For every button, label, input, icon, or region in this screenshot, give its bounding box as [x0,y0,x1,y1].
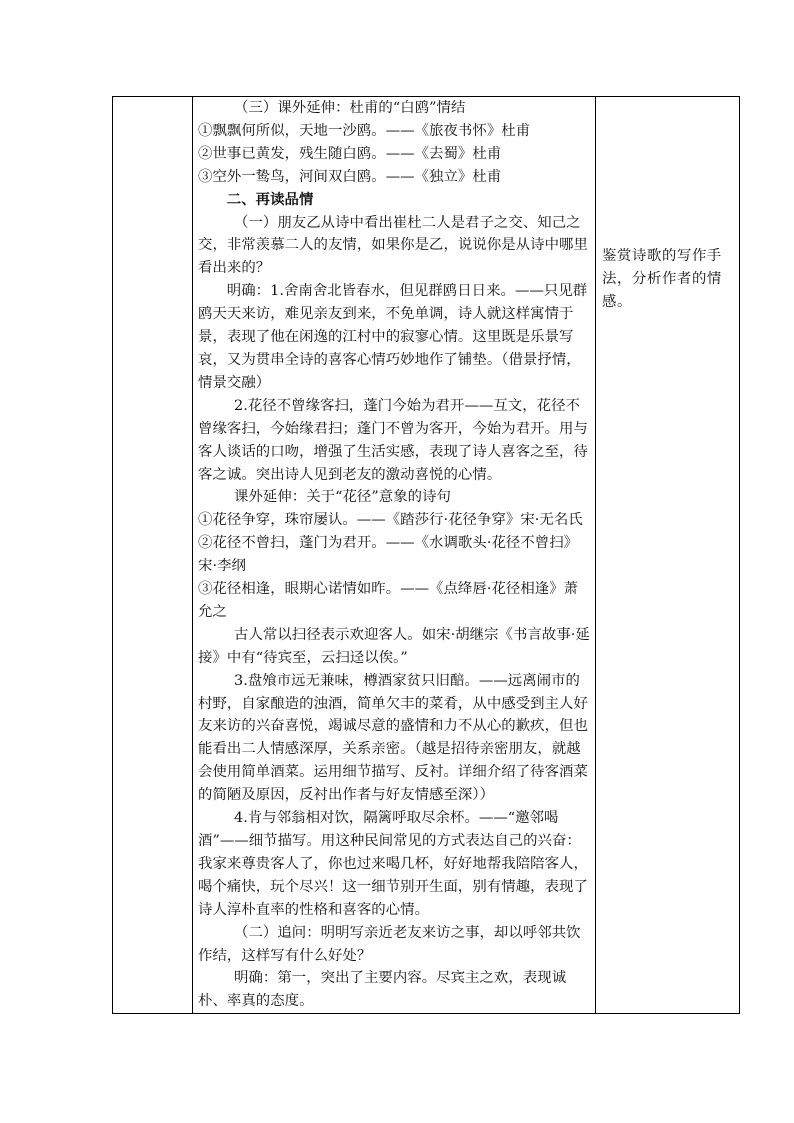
paragraph: 2.花径不曾缘客扫，蓬门今始为君开——互文，花径不曾缘客扫，今始缘君扫；蓬门不曾为客开，今始为君开。用与客人谈话的口吻，增强了生活实感，表现了诗人喜客之至，待客之诚。突出诗人见到老友的激动喜悦的心情。 [198,397,588,483]
paragraph: 古人常以扫径表示欢迎客人。如宋·胡继宗《书言故事·延接》中有“待宾至，云扫迳以俟。” [198,626,590,666]
paragraph: 明确：1.舍南舍北皆春水，但见群鸥日日来。——只见群鸥天天来访，难见亲友到来，不免单调，诗人就这样寓情于景，表现了他在闲逸的江村中的寂寥心情。这里既是乐景写哀，又为贯串全诗的喜客心情巧妙地作了铺垫。（借景抒情，情景交融） [198,283,588,391]
paragraph: ①飘飘何所似，天地一沙鸥。——《旅夜书怀》杜甫 [198,122,531,139]
paragraph: ②世事已黄发，残生随白鸥。——《去蜀》杜甫 [198,145,502,162]
paragraph: ③空外一鸷鸟，河间双白鸥。——《独立》杜甫 [198,168,502,185]
teaching-content [193,97,595,1013]
paragraph: 3.盘飧市远无兼味，樽酒家贫只旧醅。——远离闹市的村野，自家酿造的浊酒，简单欠丰的菜肴，从中感受到主人好友来访的兴奋喜悦，竭诚尽意的盛情和力不从心的歉疚，但也能看出二人情感深厚，关系亲密。（越是招待亲密朋友，就越会使用简单酒菜。运用细节描写、反衬。详细介绍了待客酒菜的简陋及原因，反衬出作者与好友情感至深）） [198,672,588,804]
paragraph: ②花径不曾扫，蓬门为君开。——《水调歌头·花径不曾扫》宋·李纲 [198,535,579,575]
paragraph: （二）追问：明明写亲近老友来访之事，却以呼邻共饮作结，这样写有什么好处？ [198,924,581,964]
table-row [113,97,740,1014]
teaching-content-cell [193,97,596,1014]
paragraph: （三）课外延伸：杜甫的“白鸥”情结 [234,100,466,116]
paragraph: 课外延伸：关于“花径”意象的诗句 [234,489,451,506]
paragraph: ③花径相逢，眼期心诺情如昨。——《点绛唇·花径相逢》萧允之 [198,581,579,620]
lesson-plan-table [112,96,740,1014]
left-column-cell [113,97,193,1014]
section-heading: 二、再读品情 [226,190,314,208]
paragraph: （一）朋友乙从诗中看出崔杜二人是君子之交、知己之交，非常羡慕二人的友情，如果你是乙，说说你是从诗中哪里看出来的？ [198,214,588,277]
design-intent-cell [596,97,740,1014]
design-intent-text: 鉴赏诗歌的写作手法，分析作者的情感。 [602,248,722,310]
paragraph: 明确：第一，突出了主要内容。尽宾主之欢，表现诚朴、率真的态度。 [198,970,567,1010]
paragraph: ①花径争穿，珠帘屡认。——《踏莎行·花径争穿》宋·无名氏 [198,512,583,529]
paragraph: 4.肯与邻翁相对饮，隔篱呼取尽余杯。——“邀邻喝酒”——细节描写。用这种民间常见的方式表达自己的兴奋：我家来尊贵客人了，你也过来喝几杯，好好地帮我陪陪客人，喝个痛快，玩个尽兴！这一细节别开生面，别有情趣，表现了诗人淳朴直率的性格和喜客的心情。 [198,810,588,918]
